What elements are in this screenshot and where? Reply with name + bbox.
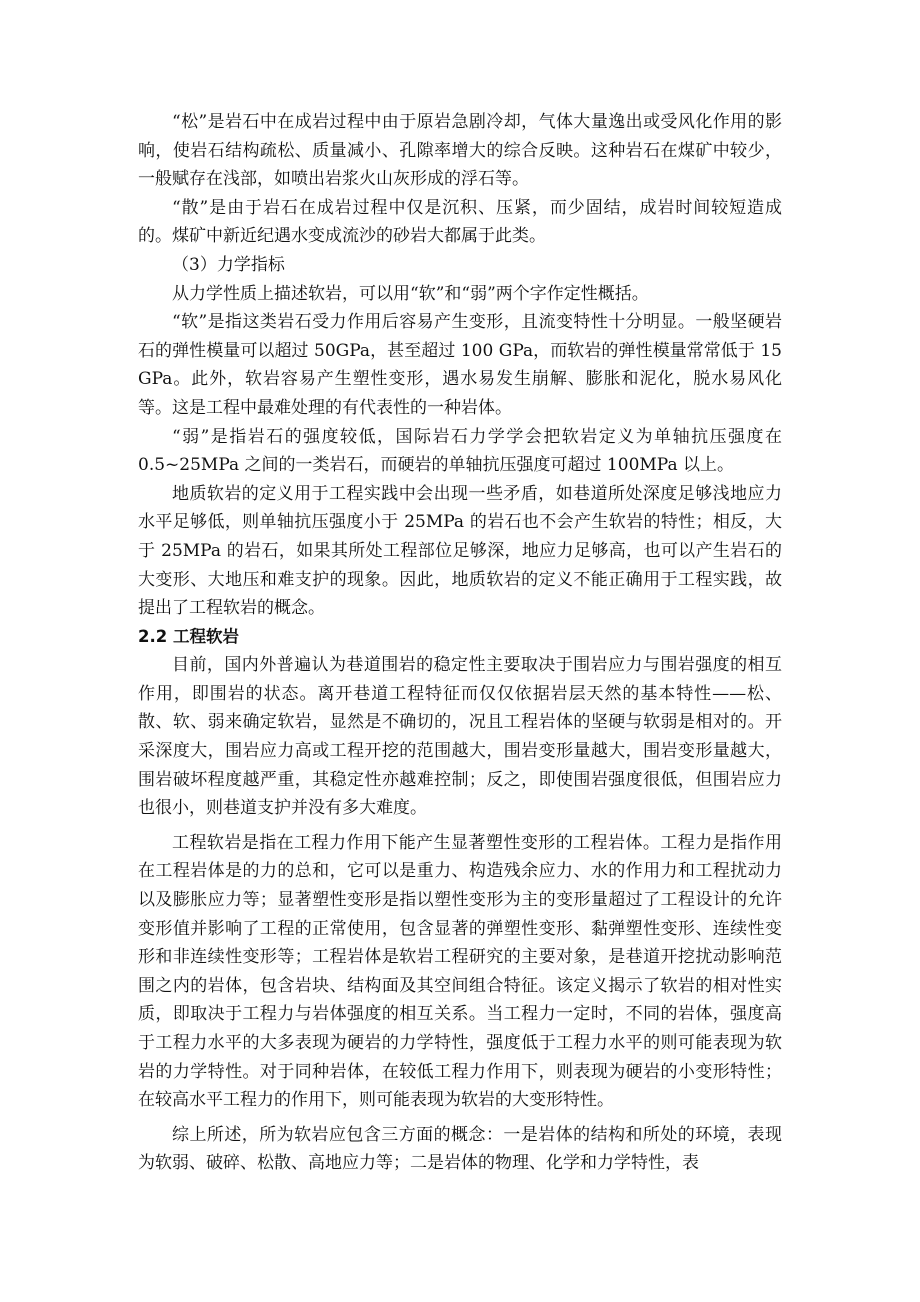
paragraph-engineering-soft-rock: 工程软岩是指在工程力作用下能产生显著塑性变形的工程岩体。工程力是指作用在工程岩体是的力的总和，它可以是重力、构造残余应力、水的作用力和工程扰动力以及膨胀应力等；显著塑性变形是指以塑性变形为主的变形量超过了工程设计的允许变形值并影响了工程的正常使用，包含显著的弹塑性变形、黏弹塑性变形、连续性变形和非连续性变形等；工程岩体是软岩工程研究的主要对象，是巷道开挖扰动影响范围之内的岩体，包含岩块、结构面及其空间组合特征。该定义揭示了软岩的相对性实质，即取决于工程力与岩体强度的相互关系。当工程力一定时，不同的岩体，强度高于工程力水平的大多表现为硬岩的力学特性，强度低于工程力水平的则可能表现为软岩的力学特性。对于同种岩体，在较低工程力作用下，则表现为硬岩的小变形特性；在较高水平工程力的作用下，则可能表现为软岩的大变形特性。 [138,832,782,1111]
paragraph-soft-definition: “软”是指这类岩石受力作用后容易产生变形，且流变特性十分明显。一般坚硬岩石的弹性模量可以超过 50GPa，甚至超过 100 GPa，而软岩的弹性模量常常低于 15 GPa。此外，软岩容易产生塑性变形，遇水易发生崩解、膨胀和泥化，脱水易风化等。这是工程中最难处理的有代表性的一种岩体。 [138,312,782,418]
paragraph-weak-definition: “弱”是指岩石的强度较低，国际岩石力学学会把软岩定义为单轴抗压强度在 0.5~25MPa 之间的一类岩石，而硬岩的单轴抗压强度可超过 100MPa 以上。 [138,426,782,476]
section-heading: 2.2 工程软岩 [138,626,239,646]
paragraph-geological-soft-rock: 地质软岩的定义用于工程实践中会出现一些矛盾，如巷道所处深度足够浅地应力水平足够低，则单轴抗压强度小于 25MPa 的岩石也不会产生软岩的特性；相反，大于 25MPa 的岩石，如果其所处工程部位足够深，地应力足够高，也可以产生岩石的大变形、大地压和难支护的现象。因此，地质软岩的定义不能正确用于工程实践，故提出了工程软岩的概念。 [138,483,782,619]
paragraph-loose-rock: “松”是岩石中在成岩过程中由于原岩急剧冷却，气体大量逸出或受风化作用的影响，使岩石结构疏松、质量减小、孔隙率增大的综合反映。这种岩石在煤矿中较少，一般赋存在浅部，如喷出岩浆火山灰形成的浮石等。 [138,112,782,190]
subheading-mechanical-index: （3）力学指标 [172,254,285,275]
paragraph-surrounding-rock: 目前，国内外普遍认为巷道围岩的稳定性主要取决于围岩应力与围岩强度的相互作用，即围岩的状态。离开巷道工程特征而仅仅依据岩层天然的基本特性——松、散、软、弱来确定软岩，显然是不确切的，况且工程岩体的坚硬与软弱是相对的。开采深度大，围岩应力高或工程开挖的范围越大，围岩变形量越大，围岩变形量越大，围岩破坏程度越严重，其稳定性亦越难控制；反之，即使围岩强度很低，但围岩应力也很小，则巷道支护并没有多大难度。 [138,655,782,819]
paragraph-scattered-rock: “散”是由于岩石在成岩过程中仅是沉积、压紧，而少固结，成岩时间较短造成的。煤矿中新近纪遇水变成流沙的砂岩大都属于此类。 [138,197,782,247]
paragraph-mechanical-intro: 从力学性质上描述软岩，可以用“软”和“弱”两个字作定性概括。 [172,283,649,304]
paragraph-summary: 综上所述，所为软岩应包含三方面的概念：一是岩体的结构和所处的环境，表现为软弱、破碎、松散、高地应力等；二是岩体的物理、化学和力学特性，表 [138,1124,782,1174]
document-page [138,108,782,1178]
